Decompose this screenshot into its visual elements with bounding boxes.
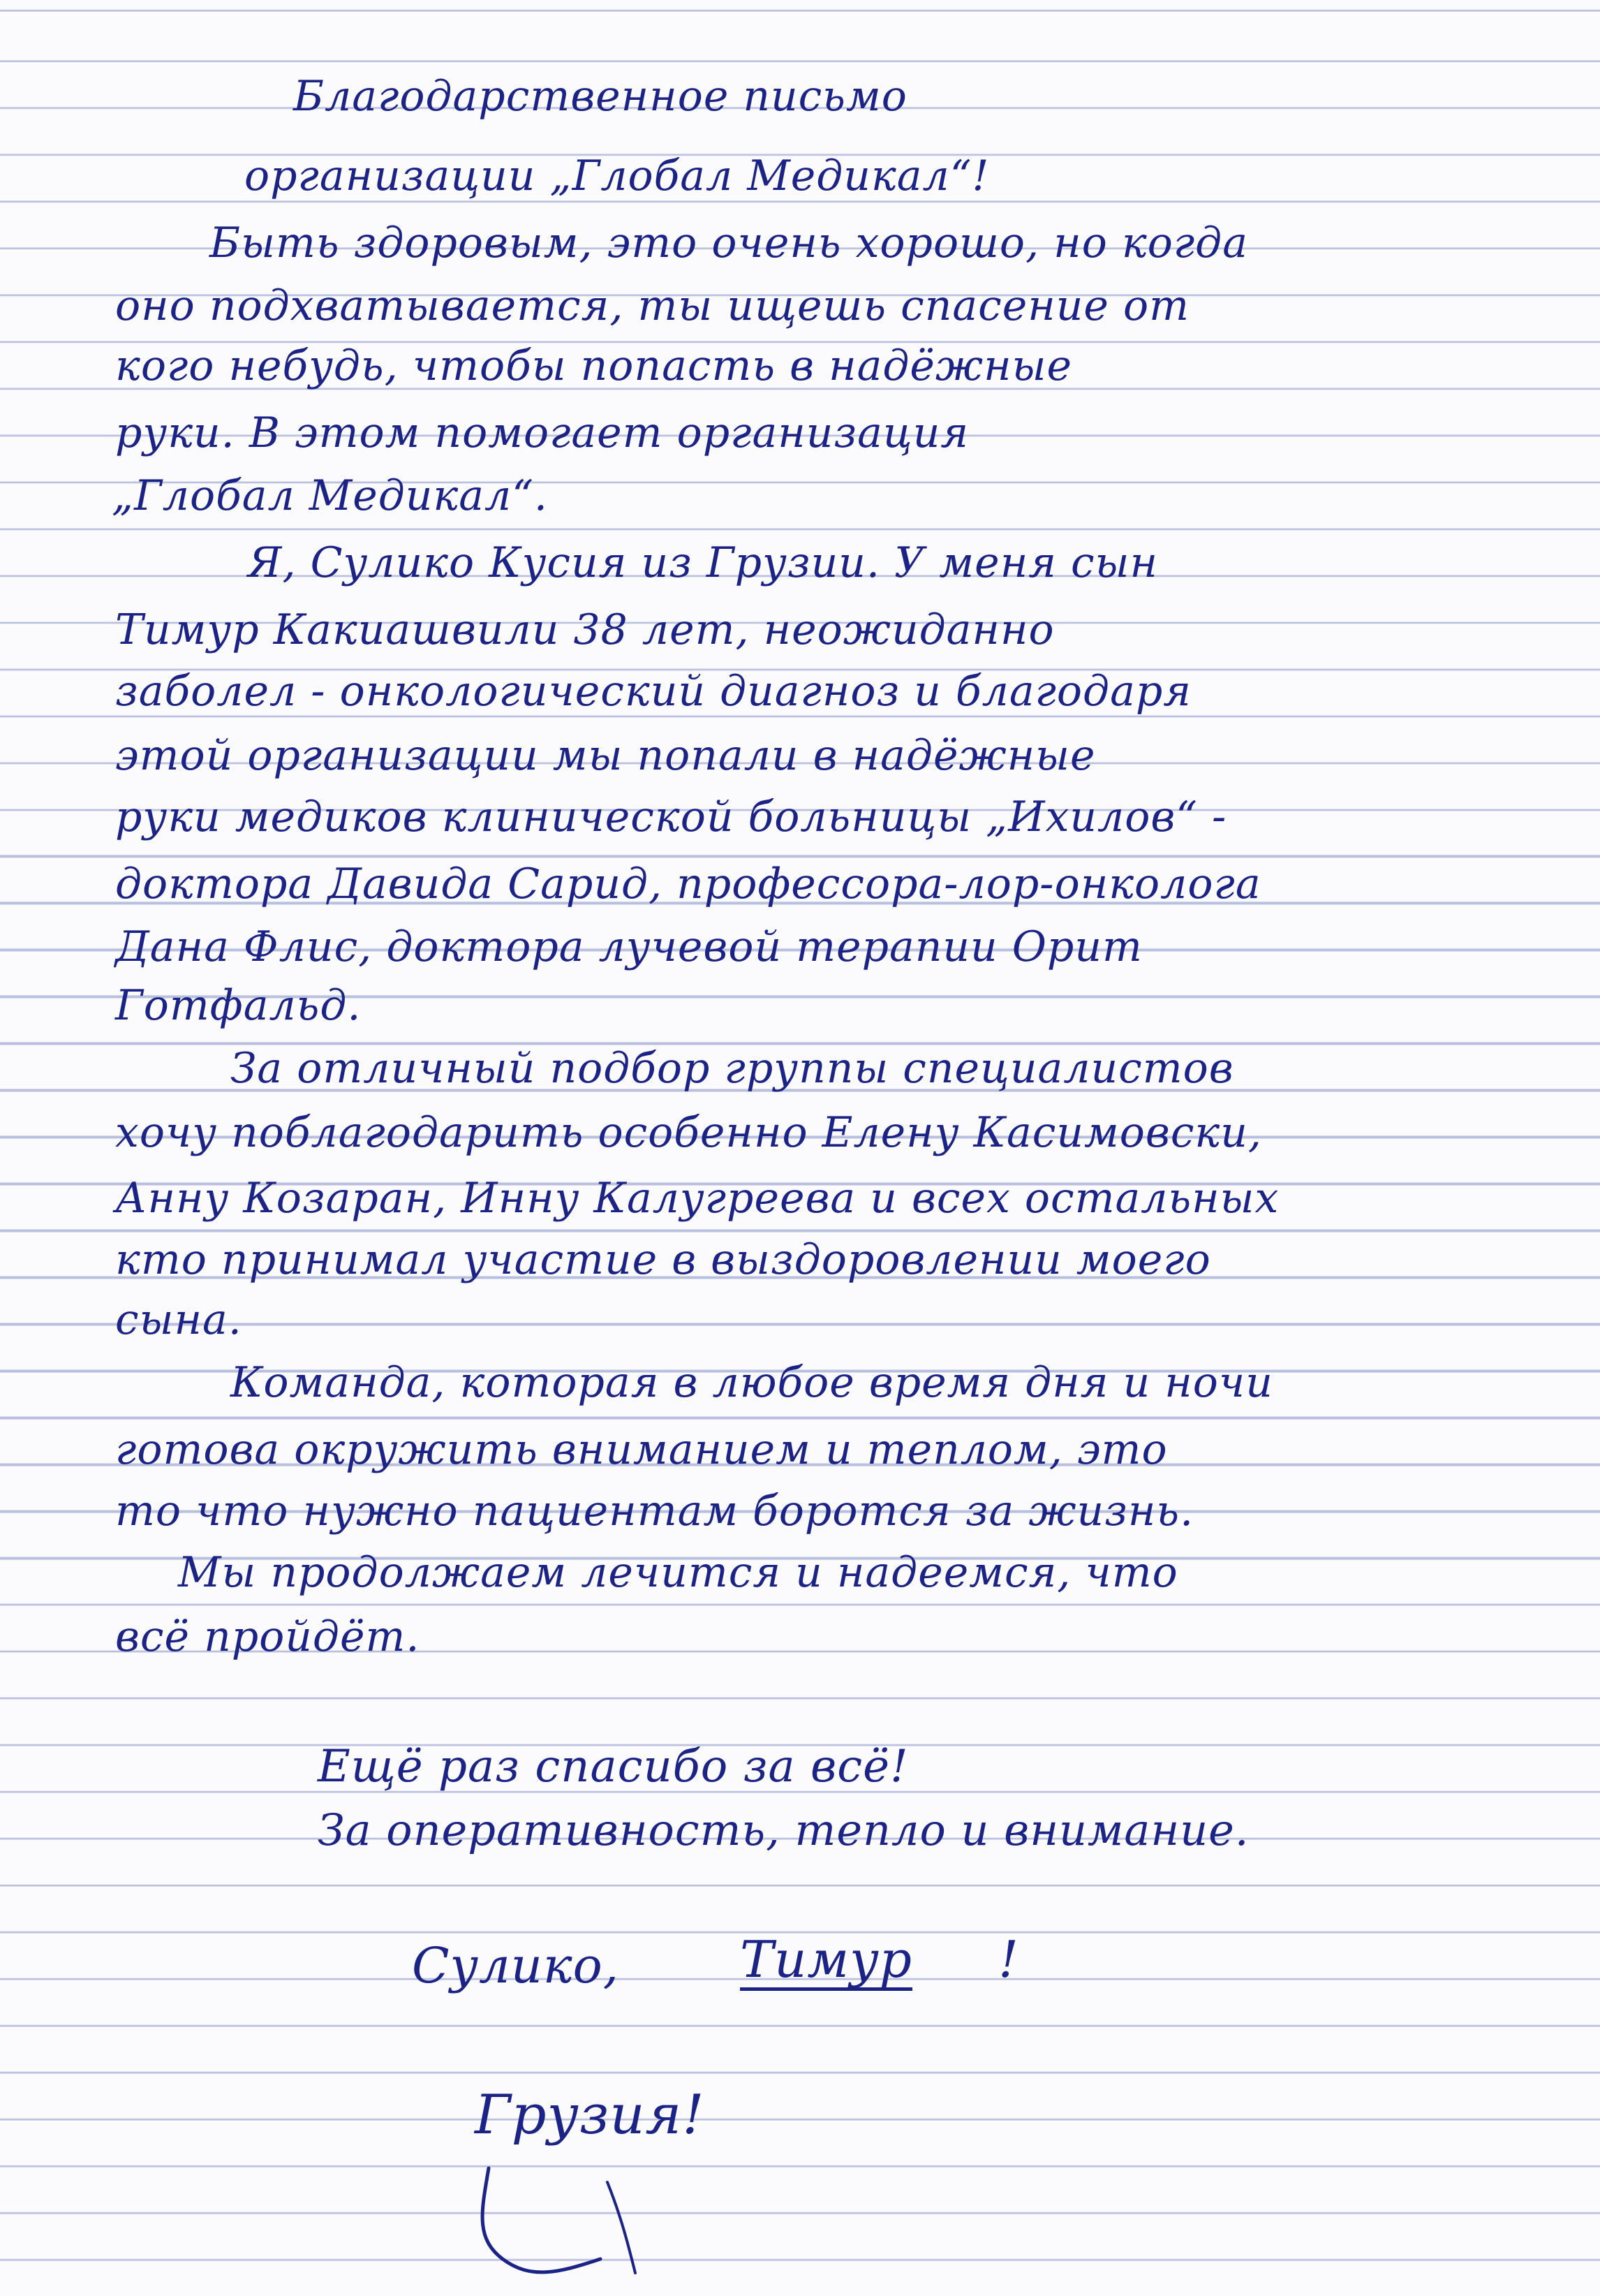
story-line-5: руки медиков клинической больницы „Ихилов“ - — [115, 793, 1227, 841]
thanks-line-2: хочу поблагодарить особенно Елену Касимовски, — [115, 1108, 1262, 1157]
signature-sender: Сулико, — [412, 1937, 620, 1994]
closing-line-2: За оперативность, тепло и внимание. — [318, 1804, 1250, 1855]
thanks-line-1: За отличный подбор группы специалистов — [230, 1044, 1234, 1093]
signature-country: Грузия! — [475, 2084, 705, 2147]
story-line-2: Тимур Какиашвили 38 лет, неожиданно — [115, 605, 1055, 654]
story-line-1: Я, Сулико Кусия из Грузии. У меня сын — [248, 538, 1159, 587]
intro-line-5: „Глобал Медикал“. — [112, 471, 548, 520]
team-line-3: то что нужно пациентам боротся за жизнь. — [115, 1487, 1194, 1536]
letter-title-line-2: организации „Глобал Медикал“! — [244, 152, 990, 200]
story-line-6: доктора Давида Сарид, профессора-лор-онколога — [115, 860, 1261, 908]
intro-line-1: Быть здоровым, это очень хорошо, но когда — [209, 219, 1248, 267]
intro-line-2: оно подхватывается, ты ищешь спасение от — [115, 281, 1190, 330]
intro-line-3: кого небудь, чтобы попасть в надёжные — [115, 341, 1073, 390]
story-line-3: заболел - онкологический диагноз и благодаря — [115, 667, 1192, 716]
story-line-7: Дана Флис, доктора лучевой терапии Орит — [115, 922, 1143, 971]
thanks-line-4: кто принимал участие в выздоровлении моего — [115, 1235, 1211, 1284]
team-line-2: готова окружить вниманием и теплом, это — [115, 1425, 1168, 1474]
signature-flourish — [461, 2154, 754, 2287]
story-line-4: этой организации мы попали в надёжные — [115, 731, 1096, 780]
signature-son-exclamation: ! — [998, 1930, 1019, 1989]
hope-line-2: всё пройдёт. — [115, 1612, 420, 1661]
letter-title-line-1: Благодарственное письмо — [293, 72, 908, 121]
hope-line-1: Мы продолжаем лечится и надеемся, что — [178, 1548, 1178, 1597]
thanks-line-3: Анну Козаран, Инну Калугреева и всех остальных — [115, 1174, 1280, 1223]
closing-line-1: Ещё раз спасибо за всё! — [318, 1741, 909, 1793]
story-line-8: Готфальд. — [115, 981, 362, 1030]
thanks-line-5: сына. — [115, 1295, 242, 1344]
intro-line-4: руки. В этом помогает организация — [115, 409, 970, 457]
signature-son: Тимур — [740, 1934, 912, 1991]
team-line-1: Команда, которая в любое время дня и ночи — [230, 1358, 1273, 1407]
